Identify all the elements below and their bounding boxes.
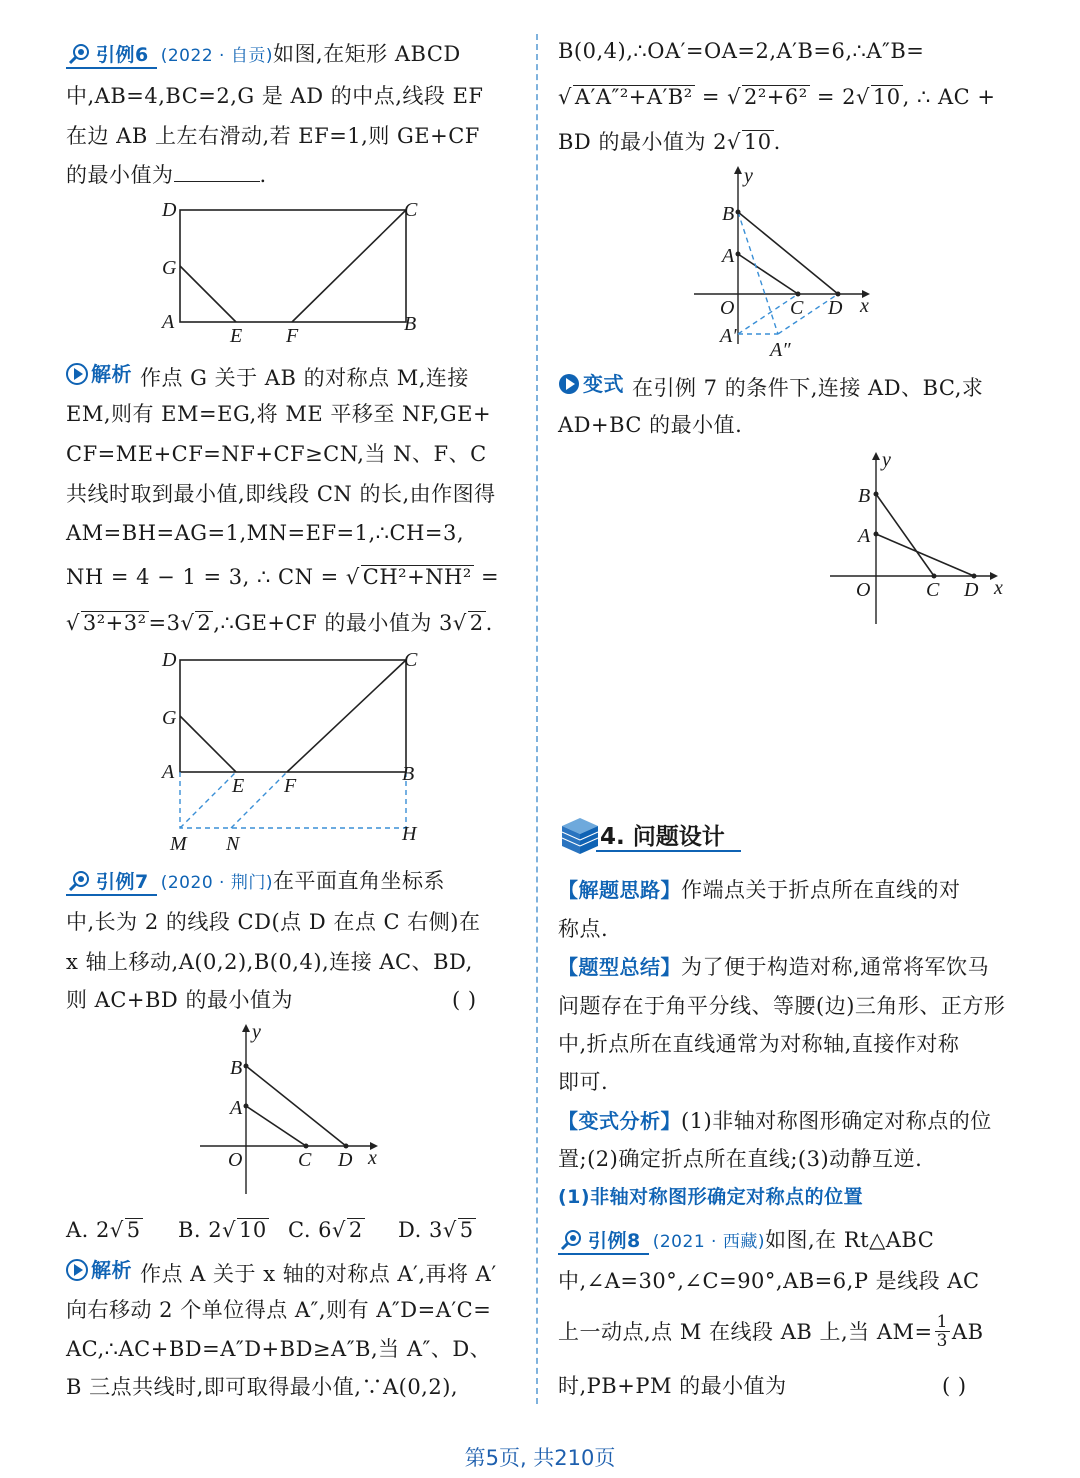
segment-ac [738,254,798,294]
label-d: D [162,649,177,671]
axes-figure-variant [826,450,1016,630]
label-g: G [162,707,177,729]
point-a [244,1104,249,1109]
segment-fc [292,210,406,322]
label-f: F [286,325,299,346]
example6-line-0: 如图,在矩形 ABCD [272,42,461,66]
section-underline [596,850,741,852]
label-f: F [284,775,297,797]
point-c [932,574,937,579]
idea-label: 【解题思路】 [558,878,681,902]
example7-source: (2020 · 荆门) [160,873,273,893]
point-b [736,210,741,215]
label-d: D [338,1149,353,1171]
variant-line-1: AD+BC 的最小值. [558,413,743,437]
label-a: A [162,761,175,783]
rectangle-figure-2 [150,646,440,858]
example7-line-2: x 轴上移动,A(0,2),B(0,4),连接 AC、BD, [66,950,473,974]
example6-line-1: 中,AB=4,BC=2,G 是 AD 的中点,线段 EF [66,84,484,108]
y-axis-arrow [872,452,880,460]
answer-blank [174,161,260,182]
segment-a1c [738,294,798,334]
magnifier-icon [68,43,90,65]
rectangle-figure-1 [150,196,440,346]
segment-me [180,772,236,828]
play-circle-icon [66,363,88,385]
example7-line-0: 在平面直角坐标系 [272,869,445,893]
example8-line-4: 时,PB+PM 的最小值为 ( ) [558,1374,967,1398]
segment-ba2 [738,212,778,334]
summary-line-1: 问题存在于角平分线、等腰(边)三角形、正方形 [558,994,1006,1018]
label-n: N [226,833,240,855]
segment-bd [246,1066,346,1146]
summary-line-2: 中,折点所在直线通常为对称轴,直接作对称 [558,1032,960,1056]
label-d: D [162,199,177,221]
analysis6-line-3: 共线时取到最小值,即线段 CN 的长,由作图得 [66,482,496,506]
label-y: y [252,1022,261,1043]
y-axis-arrow [242,1024,250,1032]
label-d: D [828,297,843,319]
segment-ge [180,266,236,322]
label-o: O [856,579,871,601]
segment-fc [287,660,406,772]
label-h: H [402,823,417,845]
label-b: B [722,203,735,225]
label-e: E [230,325,243,346]
answer-paren: ( ) [942,1374,967,1398]
label-o: O [720,297,735,319]
segment-bc [876,494,934,576]
example6-badge: 引例6 [66,43,157,69]
example8-line-1: 如图,在 Rt△ABC [764,1228,935,1252]
y-axis-arrow [734,166,742,174]
subheading: (1)非轴对称图形确定对称点的位置 [558,1186,864,1208]
variant-analysis-line-1: 置;(2)确定折点所在直线;(3)动静互逆. [558,1147,923,1171]
example6-line-2: 在边 AB 上左右滑动,若 EF=1,则 GE+CF [66,124,480,148]
option-b[interactable]: B. 2√ 10 [178,1218,267,1242]
point-a [874,532,879,537]
analysis7-right-line-1: B(0,4),∴OA′=OA=2,A′B=6,∴A″B= [558,39,925,63]
point-c [796,292,801,297]
idea-line-0: 【解题思路】作端点关于折点所在直线的对 [558,878,961,902]
label-m: M [170,833,187,855]
variant-label: 变式 [558,370,624,398]
example6-line-3: 的最小值为 . [66,163,267,187]
analysis7-right-line-2: √ A′A″²+A′B² = √ 2²+6² = 2√ 10, ∴ AC + [558,85,996,109]
label-a: A [858,525,871,547]
label-b: B [858,485,871,507]
example7-line-3: 则 AC+BD 的最小值为 ( ) [66,988,477,1012]
point-a [736,252,741,257]
segment-ad [876,534,974,576]
play-circle-icon [66,1259,88,1281]
analysis6-line-4: AM=BH=AG=1,MN=EF=1,∴CH=3, [66,521,465,545]
analysis7-line-1: 向右移动 2 个单位得点 A″,则有 A″D=A′C= [66,1298,492,1322]
analysis-label: 解析 [66,1256,132,1284]
column-divider [536,34,538,1404]
option-d[interactable]: D. 3√ 5 [398,1218,474,1242]
analysis6-line-0: 解析 作点 G 关于 AB 的对称点 M,连接 [66,360,469,392]
analysis7-line-0: 解析 作点 A 关于 x 轴的对称点 A′,再将 A′ [66,1256,497,1288]
segment-ge [180,716,236,772]
axes-figure-analysis7 [690,164,890,364]
magnifier-icon [560,1229,582,1251]
label-b: B [404,313,417,335]
point-b [244,1064,249,1069]
point-b [874,492,879,497]
label-x: x [994,577,1003,599]
example6-header [66,40,461,70]
label-g: G [162,257,177,279]
option-c[interactable]: C. 6√ 2 [288,1218,363,1242]
analysis7-line-2: AC,∴AC+BD=A″D+BD≥A″B,当 A″、D、 [66,1337,492,1361]
label-a-double-prime: A″ [770,339,791,361]
label-o: O [228,1149,243,1171]
rect-outline [180,210,406,322]
section-title: 4. 问题设计 [600,824,725,850]
label-x: x [368,1147,377,1169]
label-a: A [230,1097,243,1119]
example8-header [558,1226,934,1256]
summary-line-3: 即可. [558,1070,609,1094]
label-a-prime: A′ [720,325,737,347]
option-a[interactable]: A. 2√ 5 [66,1218,141,1242]
variant-line-0: 变式 在引例 7 的条件下,连接 AD、BC,求 [558,370,983,402]
label-b: B [230,1057,243,1079]
analysis6-line-1: EM,则有 EM=EG,将 ME 平移至 NF,GE+ [66,402,492,426]
example8-line-2: 中,∠A=30°,∠C=90°,AB=6,P 是线段 AC [558,1269,980,1293]
label-c: C [790,297,804,319]
label-d: D [964,579,979,601]
analysis6-line-5: NH = 4 − 1 = 3, ∴ CN = √ CH²+NH² = [66,565,500,589]
analysis6-line-6: √ 3²+3²=3√ 2,∴GE+CF 的最小值为 3√ 2. [66,611,493,635]
label-y: y [744,165,753,187]
label-c: C [926,579,940,601]
label-b: B [402,763,415,785]
magnifier-icon [68,870,90,892]
axes-figure-example7 [196,1022,396,1202]
label-c: C [298,1149,312,1171]
example8-source: (2021 · 西藏) [652,1232,765,1252]
summary-label: 【题型总结】 [558,955,681,979]
label-c: C [404,649,418,671]
example8-badge: 引例8 [558,1229,649,1255]
idea-line-1: 称点. [558,917,609,941]
play-circle-icon [558,373,580,395]
analysis-label: 解析 [66,360,132,388]
example7-badge: 引例7 [66,870,157,896]
fraction: $\frac{1}{3}$ [936,1312,948,1351]
example8-line-3: 上一动点,点 M 在线段 AB 上,当 AM= $\frac{1}{3}$ AB [558,1312,984,1351]
label-c: C [404,199,418,221]
page-footer: 第5页, 共210页 [464,1446,616,1470]
cube-stack-icon [560,812,600,856]
point-d [972,574,977,579]
label-a: A [162,311,175,333]
point-c [304,1144,309,1149]
label-x: x [860,295,869,317]
example7-header [66,867,445,897]
analysis6-line-2: CF=ME+CF=NF+CF≥CN,当 N、F、C [66,442,487,466]
example7-line-1: 中,长为 2 的线段 CD(点 D 在点 C 右侧)在 [66,910,481,934]
rect-outline [180,660,406,772]
variant-analysis-label: 【变式分析】 [558,1109,681,1133]
label-e: E [232,775,245,797]
analysis7-right-line-3: BD 的最小值为 2√ 10. [558,130,781,154]
example6-source: (2022 · 自贡) [160,46,273,66]
label-y: y [882,450,891,471]
analysis7-line-3: B 三点共线时,即可取得最小值,∵A(0,2), [66,1375,459,1399]
label-a: A [722,245,735,267]
summary-line-0: 【题型总结】为了便于构造对称,通常将军饮马 [558,955,990,979]
point-d [836,292,841,297]
variant-analysis-line-0: 【变式分析】(1)非轴对称图形确定对称点的位 [558,1109,992,1133]
segment-bd [738,212,838,294]
segment-ac [246,1106,306,1146]
answer-paren: ( ) [452,988,477,1012]
point-d [344,1144,349,1149]
